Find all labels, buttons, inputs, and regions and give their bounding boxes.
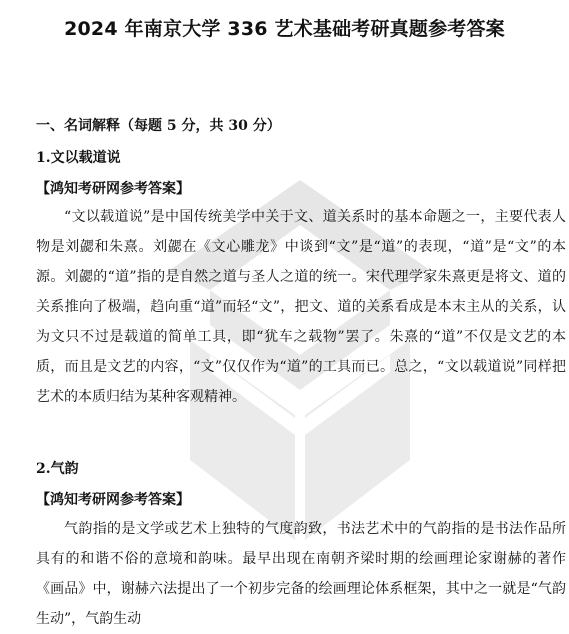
- document-title: 2024 年南京大学 336 艺术基础考研真题参考答案: [64, 18, 505, 40]
- question-title: 2.气韵: [36, 461, 79, 477]
- answer-label: 【鸿知考研网参考答案】: [36, 492, 190, 508]
- answer-paragraph: 气韵指的是文学或艺术上独特的气度韵致，书法艺术中的气韵指的是书法作品所具有的和谐不俗的意境和韵味。最早出现在南朝齐梁时期的绘画理论家谢赫的著作《画品》中，谢赫六法提出了一个初步完备的绘画理论体系框架，其中之一就是“气韵生动”，气韵生动: [36, 521, 566, 627]
- answer-paragraph: “文以载道说”是中国传统美学中关于文、道关系时的基本命题之一，主要代表人物是刘勰和朱熹。刘勰在《文心雕龙》中谈到“文”是“道”的表现，“道”是“文”的本源。刘勰的“道”指的是自然之道与圣人之道的统一。宋代理学家朱熹更是将文、道的关系推向了极端，趋向重“道”而轻“文”，把文、道的关系看成是本末主从的关系，认为文只不过是载道的简单工具，即“犹车之载物”罢了。朱熹的“道”不仅是文艺的本质，而且是文艺的内容，“文”仅仅作为“道”的工具而已。总之，“文以载道说”同样把艺术的本质归结为某种客观精神。: [36, 209, 566, 405]
- answer-label: 【鸿知考研网参考答案】: [36, 181, 190, 197]
- question-title: 1.文以载道说: [36, 150, 121, 166]
- section-heading: 一、名词解释（每题 5 分，共 30 分）: [36, 118, 281, 134]
